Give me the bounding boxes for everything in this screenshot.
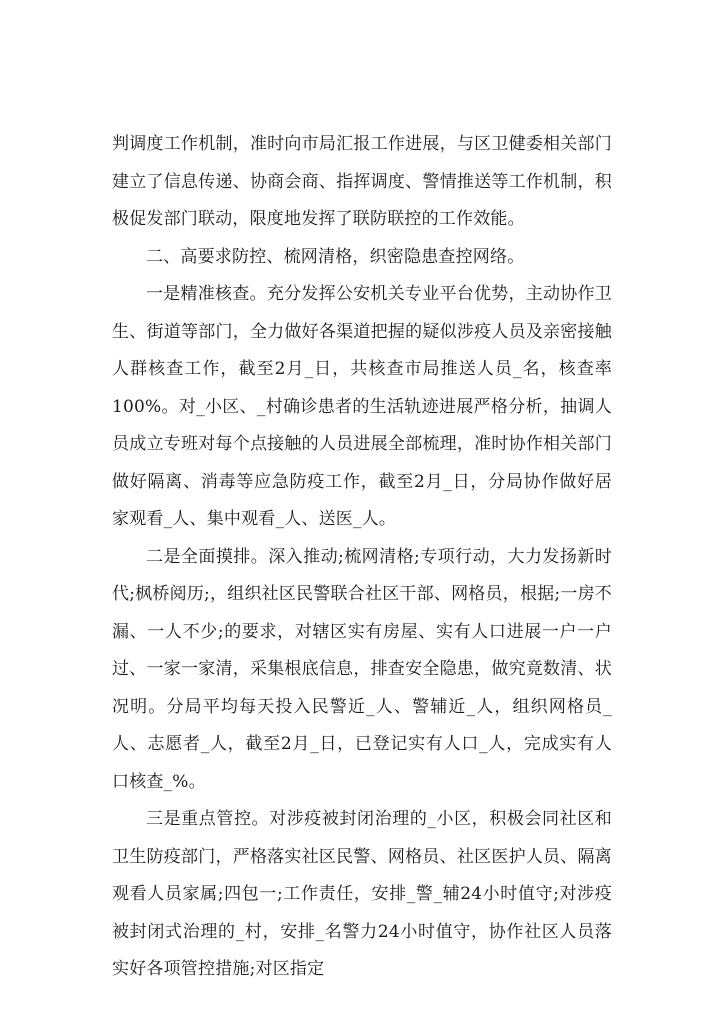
document-body	[112, 126, 612, 989]
paragraph-continuation: 判调度工作机制，准时向市局汇报工作进展，与区卫健委相关部门建立了信息传递、协商会商、指挥调度、警情推送等工作机制，积极促发部门联动，限度地发挥了联防联控的工作效能。	[112, 134, 612, 229]
paragraph-precise-verification: 一是精准核查。充分发挥公安机关专业平台优势，主动协作卫生、街道等部门，全力做好各渠道把握的疑似涉疫人员及亲密接触人群核查工作，截至2月_日，共核查市局推送人员_名，核查率100%。对_小区、_村确诊患者的生活轨迹进展严格分析，抽调人员成立专班对每个点接触的人员进展全部梳理，准时协作相关部门做好隔离、消毒等应急防疫工作，截至2月_日，分局协作做好居家观看_人、集中观看_人、送医_人。	[112, 284, 612, 529]
paragraph-comprehensive-survey: 二是全面摸排。深入推动;梳网清格;专项行动，大力发扬新时代;枫桥阅历;，组织社区民警联合社区干部、网格员，根据;一房不漏、一人不少;的要求，对辖区实有房屋、实有人口进展一户一户过、一家一家清，采集根底信息，排查安全隐患，做究竟数清、状况明。分局平均每天投入民警近_人、警辅近_人，组织网格员_人、志愿者_人，截至2月_日，已登记实有人口_人，完成实有人口核查_%。	[112, 546, 612, 792]
section-heading: 二、高要求防控、梳网清格，织密隐患查控网络。	[146, 246, 525, 267]
paragraph-key-control: 三是重点管控。对涉疫被封闭治理的_小区，积极会同社区和卫生防疫部门，严格落实社区民警、网格员、社区医护人员、隔离观看人员家属;四包一;工作责任，安排_警_辅24小时值守;对涉疫被封闭式治理的_村，安排_名警力24小时值守，协作社区人员落实好各项管控措施;对区指定	[112, 809, 612, 979]
